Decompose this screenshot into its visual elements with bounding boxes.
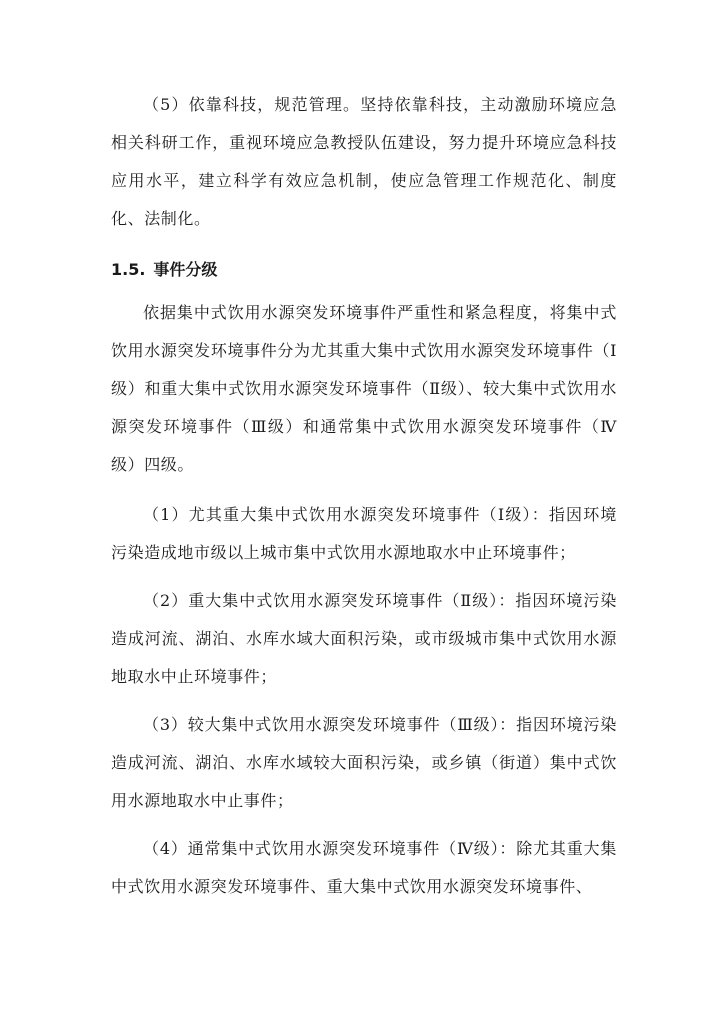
section-heading [111, 258, 217, 282]
paragraph-level-2: （2）重大集中式饮用水源突发环境事件（Ⅱ级）：指因环境污染造成河流、湖泊、水库水域大面积污染，或市级城市集中式饮用水源地取水中止环境事件； [111, 591, 617, 686]
section-title: 事件分级 [153, 260, 218, 279]
paragraph-level-1: （1）尤其重大集中式饮用水源突发环境事件（Ⅰ级）：指因环境污染造成地市级以上城市集中式饮用水源地取水中止环境事件； [111, 505, 617, 562]
paragraph-classification-intro: 依据集中式饮用水源突发环境事件严重性和紧急程度，将集中式饮用水源突发环境事件分为尤其重大集中式饮用水源突发环境事件（Ⅰ级）和重大集中式饮用水源突发环境事件（Ⅱ级）、较大集中式饮用水源突发环境事件（Ⅲ级）和通常集中式饮用水源突发环境事件（Ⅳ级）四级。 [111, 303, 617, 474]
paragraph-principle-5: （5）依靠科技，规范管理。坚持依靠科技，主动激励环境应急相关科研工作，重视环境应急教授队伍建设，努力提升环境应急科技应用水平，建立科学有效应急机制，使应急管理工作规范化、制度化、法制化。 [111, 95, 617, 228]
paragraph-level-4: （4）通常集中式饮用水源突发环境事件（Ⅳ级）：除尤其重大集中式饮用水源突发环境事件、重大集中式饮用水源突发环境事件、 [111, 839, 617, 896]
paragraph-level-3: （3）较大集中式饮用水源突发环境事件（Ⅲ级）：指因环境污染造成河流、湖泊、水库水域较大面积污染，或乡镇（街道）集中式饮用水源地取水中止事件； [111, 715, 617, 810]
section-number: 1.5. [111, 260, 146, 279]
